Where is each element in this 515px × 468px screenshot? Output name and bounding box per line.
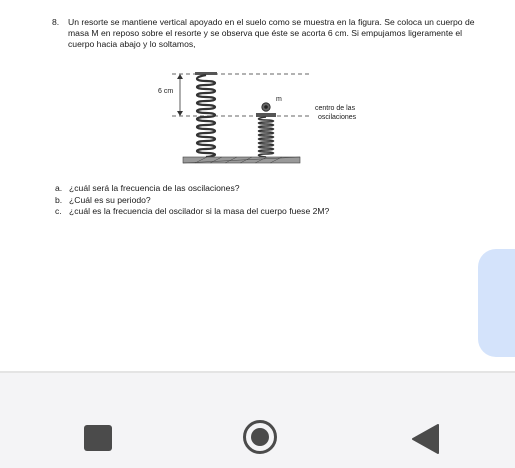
home-circle-icon[interactable] [243,420,277,454]
left-spring [197,75,215,157]
right-spring-cap [256,113,276,117]
recents-square-icon[interactable] [84,425,112,451]
question-list [55,183,475,218]
floating-side-tab[interactable] [478,249,515,357]
problem-number: 8. [52,17,60,27]
back-triangle-icon[interactable] [410,424,440,454]
question-item [55,195,475,207]
center-label-2: oscilaciones [318,114,357,121]
right-spring [259,117,274,157]
question-text: ¿cuál será la frecuencia de las oscilaciones? [69,183,240,193]
question-letter: b. [55,194,63,205]
center-label-1: centro de las [315,105,356,112]
home-dot [251,428,269,446]
problem-statement [52,17,482,50]
spring-figure [150,66,380,168]
question-letter: c. [55,206,62,217]
system-navigation-bar [0,373,515,468]
left-spring-cap [195,72,217,75]
question-item [55,206,475,218]
question-text: ¿cuál es la frecuencia del oscilador si la masa del cuerpo fuese 2M? [69,206,330,217]
compression-label: 6 cm [158,88,174,95]
question-letter: a. [55,183,63,193]
mass-label: m [276,96,282,103]
problem-text: Un resorte se mantiene vertical apoyado en el suelo como se muestra en la figura. Se coloca un cuerpo de masa M en reposo sobre el resorte y se observa que éste se acorta 6 cm. Si empujamos ligeramente el cuerpo hacia abajo y lo soltamos, [68,17,475,49]
question-text: ¿Cuál es su periodo? [69,194,151,205]
question-item [55,183,475,195]
